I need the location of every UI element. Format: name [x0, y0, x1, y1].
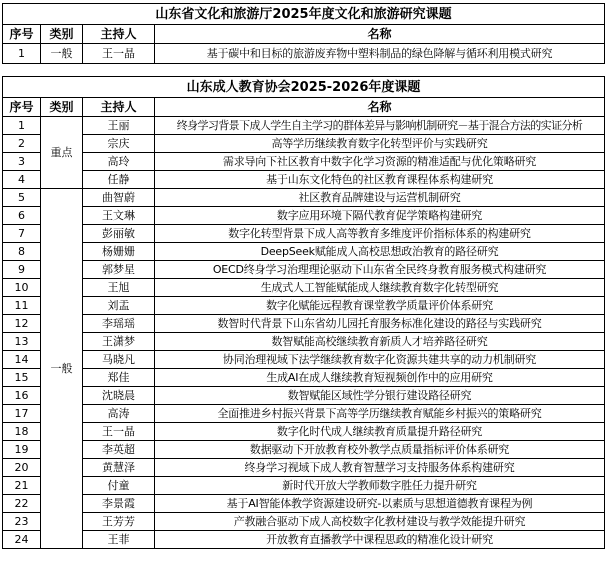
- row-number: 1: [3, 117, 41, 135]
- row-host: 王芳芳: [83, 513, 155, 531]
- row-project-name: 社区教育品牌建设与运营机制研究: [155, 189, 605, 207]
- row-host: 郭梦星: [83, 261, 155, 279]
- row-project-name: 基于碳中和目标的旅游废弃物中塑料制品的绿色降解与循环利用模式研究: [155, 44, 605, 64]
- row-project-name: 生成式人工智能赋能成人继续教育数字化转型研究: [155, 279, 605, 297]
- row-project-name: 基于山东文化特色的社区教育课程体系构建研究: [155, 171, 605, 189]
- row-number: 11: [3, 297, 41, 315]
- table-row: [3, 207, 605, 225]
- row-host: 杨姗姗: [83, 243, 155, 261]
- row-host: 王一晶: [83, 423, 155, 441]
- table-row: [3, 459, 605, 477]
- row-number: 20: [3, 459, 41, 477]
- row-number: 14: [3, 351, 41, 369]
- row-host: 黄慧泽: [83, 459, 155, 477]
- table-row: [3, 513, 605, 531]
- row-host: 刘盂: [83, 297, 155, 315]
- table-row: [3, 369, 605, 387]
- table1-header-name: 名称: [155, 25, 605, 44]
- row-project-name: 基于AI智能体教学资源建设研究-以素质与思想道德教育课程为例: [155, 495, 605, 513]
- table-row: [3, 531, 605, 549]
- row-project-name: 数字化赋能远程教育课堂教学质量评价体系研究: [155, 297, 605, 315]
- adult-education-table: [2, 76, 605, 549]
- row-host: 王丽: [83, 117, 155, 135]
- row-number: 15: [3, 369, 41, 387]
- table-row: [3, 117, 605, 135]
- table-row: [3, 495, 605, 513]
- table1-header-no: 序号: [3, 25, 41, 44]
- row-project-name: 高等学历继续教育数字化转型评价与实践研究: [155, 135, 605, 153]
- row-host: 王潇梦: [83, 333, 155, 351]
- row-host: 付童: [83, 477, 155, 495]
- row-project-name: 数智赋能区域性学分银行建设路径研究: [155, 387, 605, 405]
- table2-header-name: 名称: [155, 98, 605, 117]
- culture-tourism-table: [2, 3, 605, 64]
- row-project-name: 终身学习背景下成人学生自主学习的群体差异与影响机制研究－基于混合方法的实证分析: [155, 117, 605, 135]
- row-number: 5: [3, 189, 41, 207]
- category-group: 重点: [41, 117, 83, 189]
- row-project-name: DeepSeek赋能成人高校思想政治教育的路径研究: [155, 243, 605, 261]
- table-row: [3, 423, 605, 441]
- row-project-name: 数字应用环境下隔代教育促学策略构建研究: [155, 207, 605, 225]
- row-host: 王菲: [83, 531, 155, 549]
- row-project-name: 数据驱动下开放教育校外教学点质量指标评价体系研究: [155, 441, 605, 459]
- row-number: 8: [3, 243, 41, 261]
- table2-title: 山东成人教育协会2025-2026年度课题: [3, 77, 605, 98]
- table-row: [3, 279, 605, 297]
- table2-body: [3, 117, 605, 549]
- row-number: 12: [3, 315, 41, 333]
- table-row: [3, 261, 605, 279]
- row-host: 李景霞: [83, 495, 155, 513]
- row-number: 6: [3, 207, 41, 225]
- row-number: 21: [3, 477, 41, 495]
- row-number: 22: [3, 495, 41, 513]
- row-project-name: OECD终身学习治理理论驱动下山东省全民终身教育服务模式构建研究: [155, 261, 605, 279]
- row-number: 2: [3, 135, 41, 153]
- row-project-name: 全面推进乡村振兴背景下高等学历继续教育赋能乡村振兴的策略研究: [155, 405, 605, 423]
- table1-title: 山东省文化和旅游厅2025年度文化和旅游研究课题: [3, 4, 605, 25]
- row-host: 李瑶瑶: [83, 315, 155, 333]
- row-host: 沈晓晨: [83, 387, 155, 405]
- table2-header-no: 序号: [3, 98, 41, 117]
- row-host: 李英超: [83, 441, 155, 459]
- table-row: [3, 189, 605, 207]
- row-host: 高涛: [83, 405, 155, 423]
- row-number: 3: [3, 153, 41, 171]
- row-project-name: 数智赋能高校继续教育新质人才培养路径研究: [155, 333, 605, 351]
- table-row: [3, 171, 605, 189]
- category-group: 一般: [41, 189, 83, 549]
- table2-header-host: 主持人: [83, 98, 155, 117]
- row-project-name: 生成AI在成人继续教育短视频创作中的应用研究: [155, 369, 605, 387]
- row-number: 1: [3, 44, 41, 64]
- row-category: 一般: [41, 44, 83, 64]
- row-host: 任静: [83, 171, 155, 189]
- row-project-name: 数智时代背景下山东省幼儿园托育服务标准化建设的路径与实践研究: [155, 315, 605, 333]
- table-row: [3, 441, 605, 459]
- row-number: 10: [3, 279, 41, 297]
- row-number: 7: [3, 225, 41, 243]
- row-project-name: 需求导向下社区教育中数字化学习资源的精准适配与优化策略研究: [155, 153, 605, 171]
- row-host: 王文琳: [83, 207, 155, 225]
- row-number: 23: [3, 513, 41, 531]
- table-row: [3, 333, 605, 351]
- row-project-name: 新时代开放大学教师数字胜任力提升研究: [155, 477, 605, 495]
- row-number: 19: [3, 441, 41, 459]
- row-host: 王旭: [83, 279, 155, 297]
- row-project-name: 数字化转型背景下成人高等教育多维度评价指标体系的构建研究: [155, 225, 605, 243]
- row-project-name: 数字化时代成人继续教育质量提升路径研究: [155, 423, 605, 441]
- table2-header-category: 类别: [41, 98, 83, 117]
- row-host: 高玲: [83, 153, 155, 171]
- row-number: 24: [3, 531, 41, 549]
- row-host: 郑佳: [83, 369, 155, 387]
- row-number: 17: [3, 405, 41, 423]
- row-host: 王一晶: [83, 44, 155, 64]
- row-host: 马晓凡: [83, 351, 155, 369]
- table-row: [3, 44, 605, 64]
- row-project-name: 开放教育直播教学中课程思政的精准化设计研究: [155, 531, 605, 549]
- row-number: 9: [3, 261, 41, 279]
- table-row: [3, 315, 605, 333]
- row-number: 18: [3, 423, 41, 441]
- table-row: [3, 351, 605, 369]
- row-project-name: 产教融合驱动下成人高校数字化教材建设与教学效能提升研究: [155, 513, 605, 531]
- row-host: 彭丽敏: [83, 225, 155, 243]
- table-row: [3, 477, 605, 495]
- table-row: [3, 135, 605, 153]
- table-row: [3, 225, 605, 243]
- table-row: [3, 405, 605, 423]
- row-project-name: 终身学习视域下成人教育智慧学习支持服务体系构建研究: [155, 459, 605, 477]
- row-number: 16: [3, 387, 41, 405]
- row-project-name: 协同治理视域下法学继续教育数字化资源共建共享的动力机制研究: [155, 351, 605, 369]
- table1-header-category: 类别: [41, 25, 83, 44]
- table-row: [3, 387, 605, 405]
- row-number: 13: [3, 333, 41, 351]
- row-number: 4: [3, 171, 41, 189]
- table-row: [3, 153, 605, 171]
- table-row: [3, 297, 605, 315]
- table-row: [3, 243, 605, 261]
- table1-header-host: 主持人: [83, 25, 155, 44]
- row-host: 宗庆: [83, 135, 155, 153]
- row-host: 曲智蔚: [83, 189, 155, 207]
